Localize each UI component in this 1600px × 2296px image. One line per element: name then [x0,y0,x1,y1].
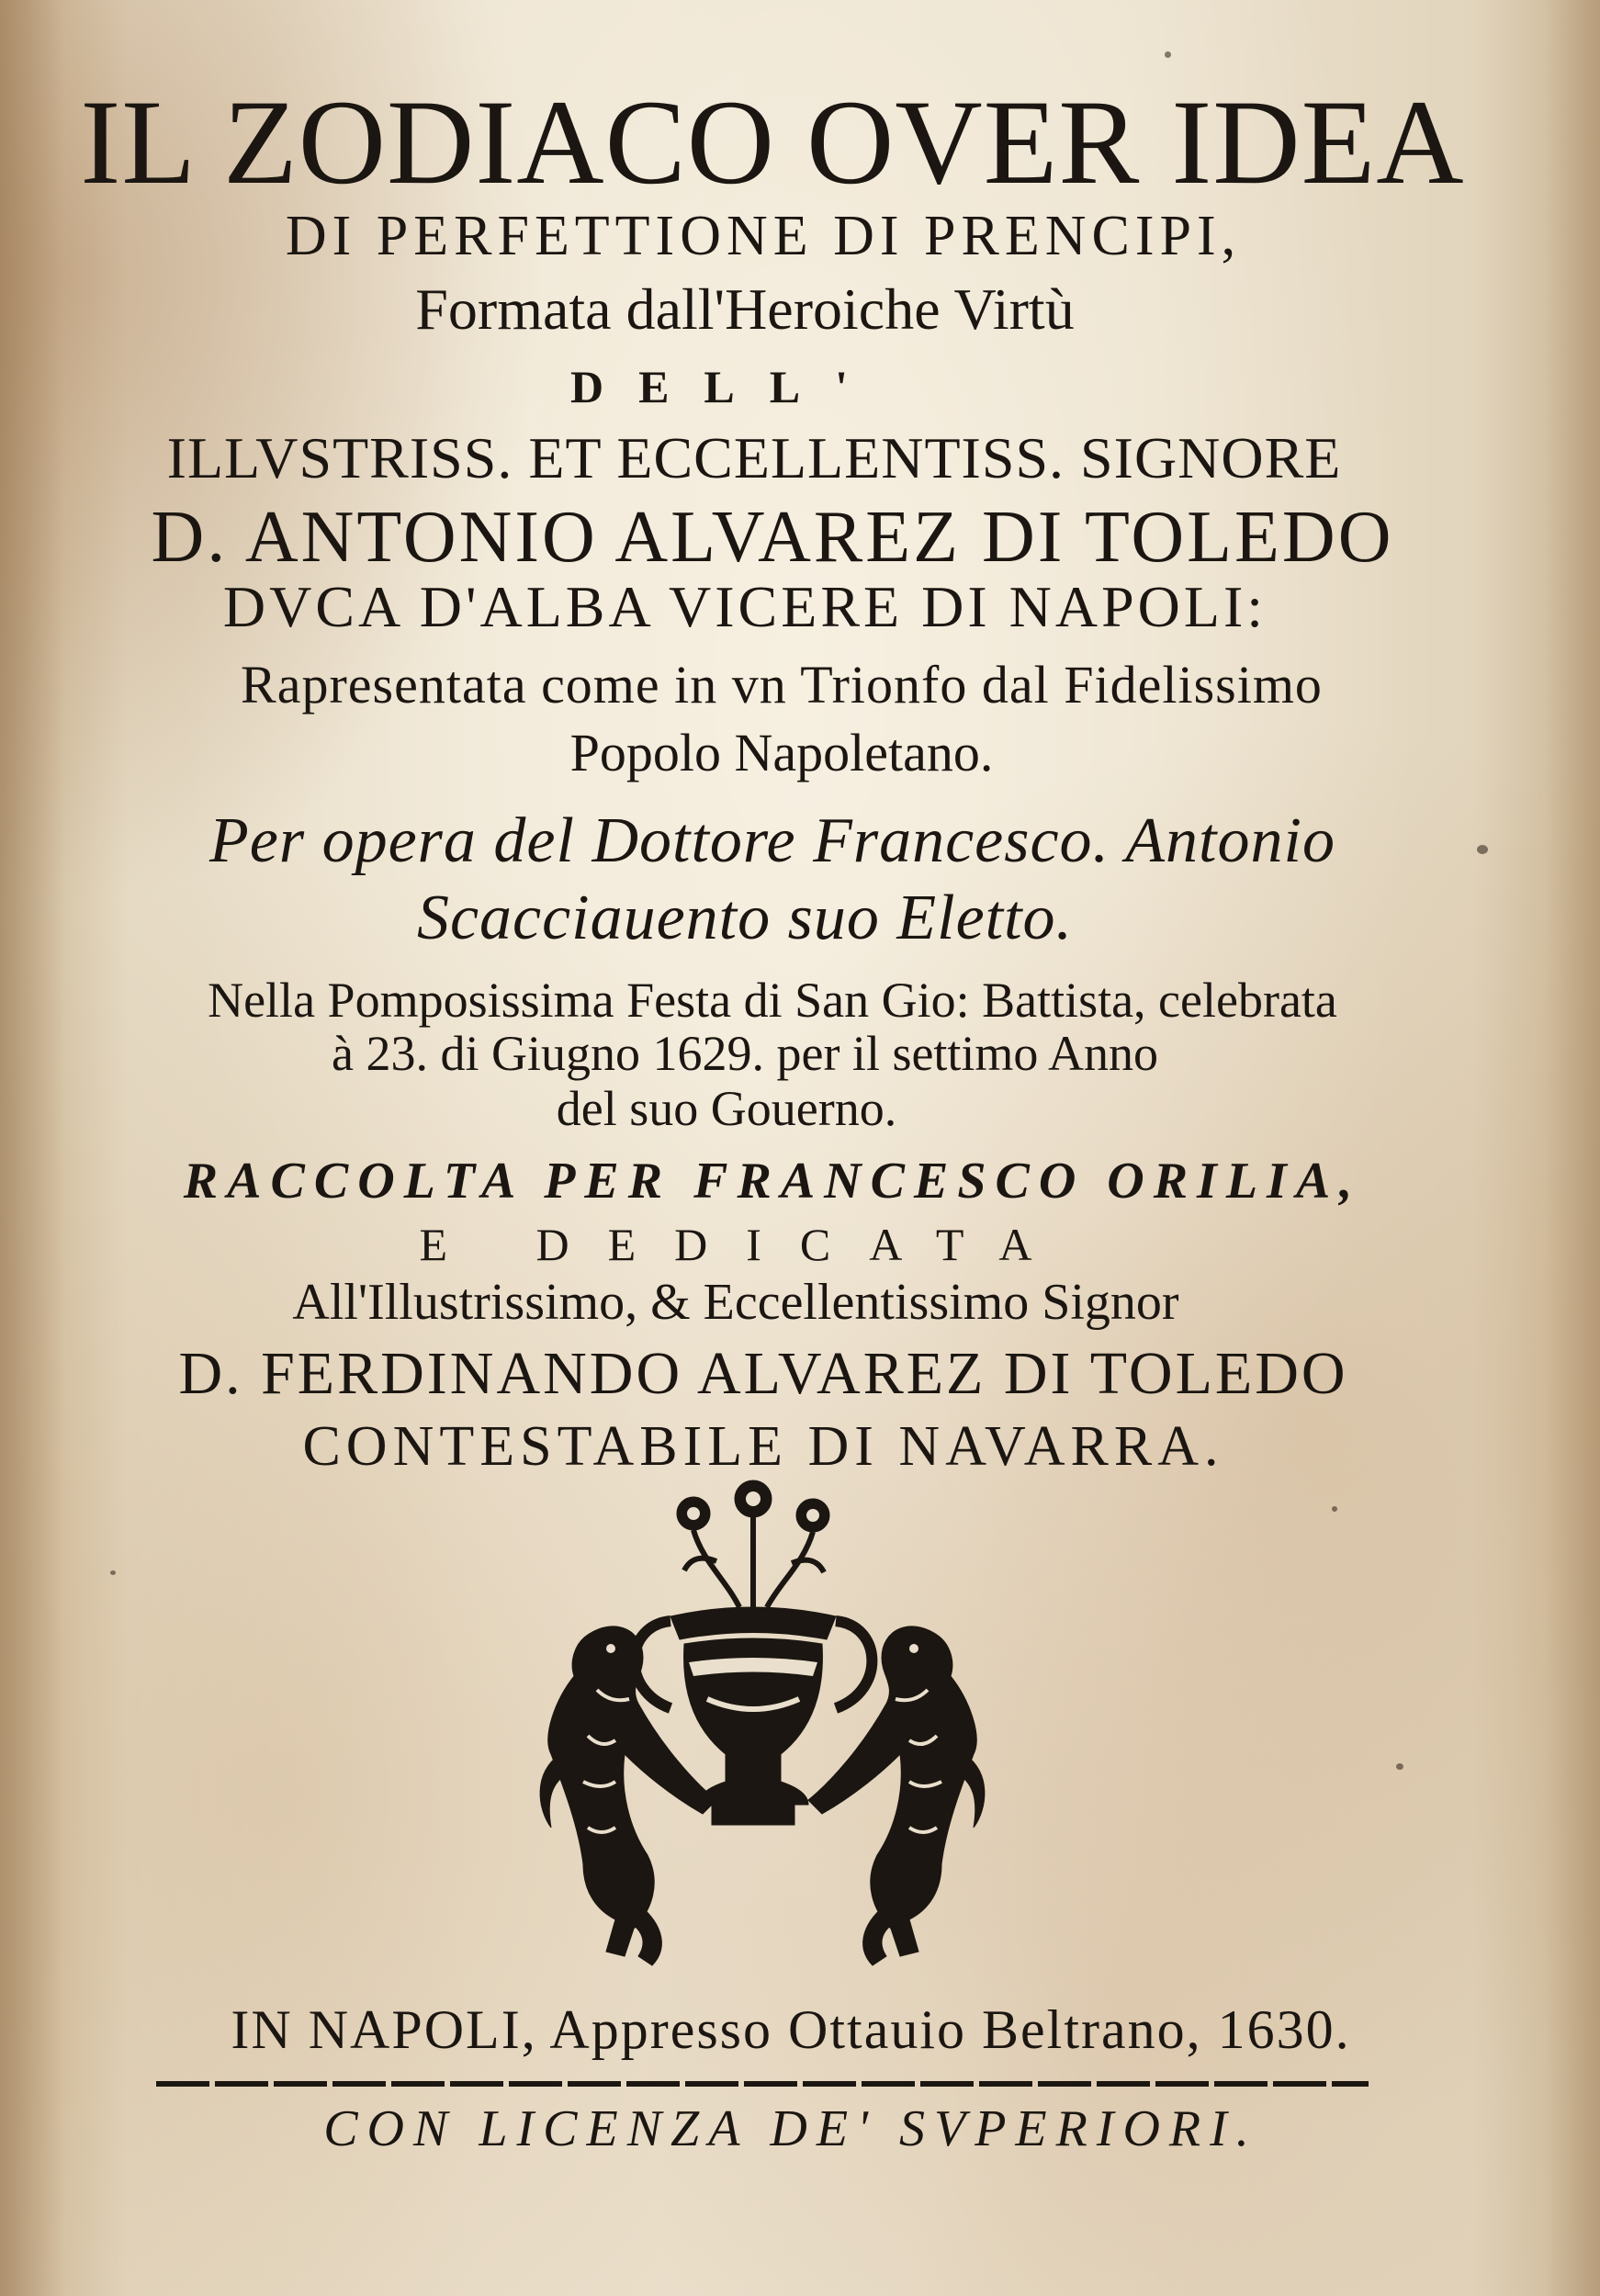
lion-right-icon [808,1626,985,1965]
description-line: Popolo Napoletano. [569,723,994,782]
subtitle-line: DI PERFETTIONE DI PRENCIPI, [285,205,1242,267]
paper-speck [110,1570,116,1575]
paper-speck [1477,845,1488,854]
description-line: Rapresentata come in vn Trionfo dal Fidelissimo [241,655,1323,715]
paper-speck [1396,1763,1403,1770]
occasion-line: del suo Gouerno. [556,1081,897,1136]
author-line: Per opera del Dottore Francesco. Antonio [209,805,1335,876]
dedication-line: All'Illustrissimo, & Eccellentissimo Signor [292,1274,1179,1331]
paper-speck [1332,1506,1337,1512]
subtitle-line: Formata dall'Heroiche Virtù [415,276,1075,342]
dedicatee-title-2: CONTESTABILE DI NAVARRA. [302,1415,1224,1478]
main-title: IL ZODIACO OVER IDEA [80,74,1465,209]
dedicatee-name: D. ANTONIO ALVAREZ DI TOLEDO [151,497,1394,578]
imprint-line: IN NAPOLI, Appresso Ottauio Beltrano, 1630. [231,1999,1351,2060]
paper-edge-left [0,0,64,2296]
compiler-line: RACCOLTA PER FRANCESCO ORILIA, [183,1153,1362,1210]
imprint-rule [156,2081,1369,2087]
paper-speck [1165,51,1171,58]
license-line: CON LICENZA DE' SVPERIORI. [323,2100,1258,2157]
subtitle-line: DELL' [569,361,884,412]
occasion-line: Nella Pomposissima Festa di San Gio: Battista, celebrata [208,973,1337,1028]
dedicatee-name-2: D. FERDINANDO ALVAREZ DI TOLEDO [178,1340,1348,1407]
dedicatee-title: DVCA D'ALBA VICERE DI NAPOLI: [222,574,1268,639]
occasion-line: à 23. di Giugno 1629. per il settimo Anno [332,1026,1158,1081]
paper-edge-right [1545,0,1600,2296]
printers-mark-vase-with-lions-icon [533,1479,992,1993]
author-line: Scacciauento suo Eletto. [416,883,1074,953]
honorific-line: ILLVSTRISS. ET ECCELLENTISS. SIGNORE [166,425,1342,490]
dedication-line: E DEDICATA [419,1219,1071,1270]
